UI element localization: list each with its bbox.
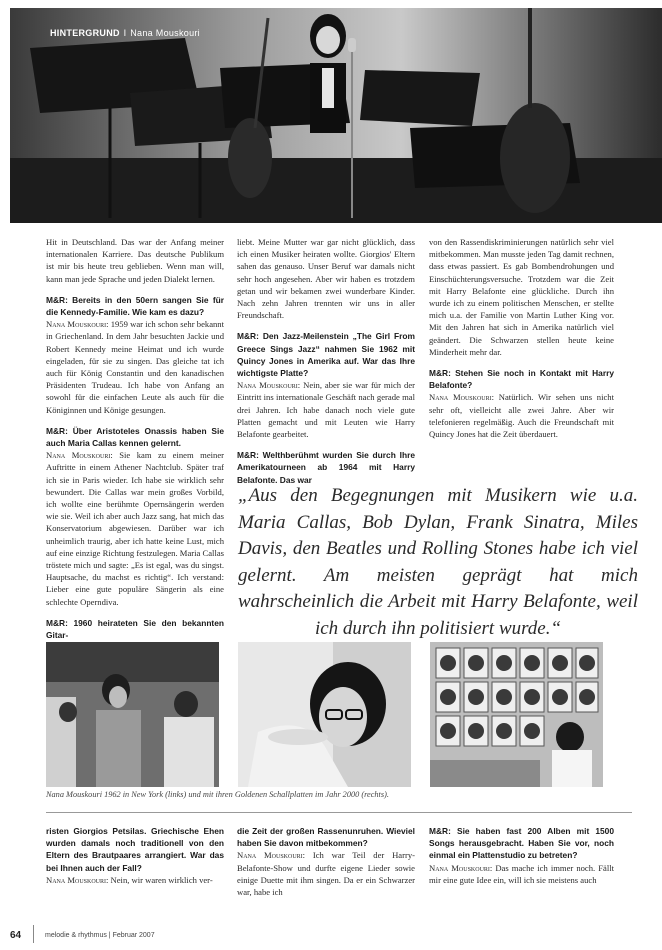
col2-answer-1 [237,379,415,440]
text-column-1 [46,236,224,641]
bottom-column-1 [46,825,224,886]
answer-text: Sie kam zu einem meiner Auftritte in einem Athener Nachtclub. Später traf ich sie in Paris wieder. Ich habe sie wirklich sehr bewundert. Die Callas war mein großes Vorbild, ich wollte eine berühmte Opernsängerin werden wie sie. Weil ich aber auch Jazz sang, hat mich das Konservatorium abgewiesen. Darüber war ich unheimlich traurig, aber ich hatte keine Lust, mich auf eine einzige Richtung festzulegen. Maria Callas tröstete mich und sagte: „Es ist egal, was du singst. Hauptsache, du machst es richtig“. Ich verstand: Lieber eine gute populäre Sängerin als eine schlechte Operndiva. [46,450,224,607]
answer-text: Nein, aber sie war für mich der Eintritt ins internationale Geschäft nach gerade mal drei Jahren. Ich habe danach noch viele gute Platten gemacht und mit Leuten wie Harry Belafonte gearbeitet. [237,380,415,440]
kicker-name: Nana Mouskouri [130,28,200,38]
bottom-col2-answer [237,849,415,898]
answer-text: Das mache ich immer noch. Fällt mir eine gute Idee ein, will ich sie meistens auch [429,862,614,885]
answer-text: Ich war Teil der Harry-Belafonte-Show und durfte eigene Lieder sowie einige Duette mit ihm singen. Da er ein Schwarzer war, habe ich [237,850,415,898]
text-column-3 [429,236,614,449]
bottom-column-3 [429,825,614,886]
col1-question-3: M&R: 1960 heirateten Sie den bekannten Gitar- [46,617,224,641]
answer-text: Nein, wir waren wirklich ver- [108,874,213,885]
magazine-issue: melodie & rhythmus | Februar 2007 [45,932,155,939]
kicker-section: HINTERGRUND [50,28,120,38]
col2-question-1: M&R: Den Jazz-Meilenstein „The Girl From Greece Sings Jazz“ nahmen Sie 1962 mit Quincy Jones in Amerika auf. War das Ihre wichtigste Platte? [237,331,415,379]
photo-1962-new-york [46,642,219,787]
bottom-col3-question: M&R: Sie haben fast 200 Alben mit 1500 Songs herausgebracht. Haben Sie vor, noch einmal ein Plattenstudio zu betreten? [429,826,614,861]
answer-text: 1959 war ich schon sehr bekannt in Griechenland. In dem Jahr besuchten Jackie und Robert Kennedy meine Heimat und ich wurde eingeladen, für sie zu singen. Das gleiche tat ich auch für König Constantin und den kanadischen Präsidenten Trudeau. Ich habe von Anfang an sowohl für die einfachen Leute als auch für die Königinnen und Könige gesungen. [46,319,224,415]
photo-portrait-2000 [238,642,411,787]
hero-photo [10,8,662,223]
bottom-column-2 [237,825,415,898]
col1-question-2: M&R: Über Aristoteles Onassis haben Sie auch Maria Callas kennen gelernt. [46,425,224,449]
speaker-label: Nana Mouskouri: [429,862,493,873]
col3-intro: von den Rassendiskriminierungen natürlich sehr viel mitbekommen. Man musste jeden Tag damit rechnen, dass etwas passiert. Es gab Bombendrohungen und Einschüchterungsversuche. Trotzdem war die Zeit mit Harry Belafonte eine glückliche. Durch ihn wurde ich zu einem politischen Menschen, er stellte mich u.a. der Familie von Martin Luther King vor. Mit den Jahren hat sich in Amerika natürlich viel geändert. Die Schwarzen stellen heute keine Minderheit mehr dar. [429,237,614,357]
speaker-label: Nana Mouskouri: [237,380,301,391]
col1-answer-1 [46,318,224,416]
col3-question-1: M&R: Stehen Sie noch in Kontakt mit Harry Belafonte? [429,368,614,391]
col1-intro: Hit in Deutschland. Das war der Anfang meiner internationalen Karriere. Das deutsche Publikum ist mir bis heute treu geblieben. Wenn man will, kann man jede Sprache und jeden Dialekt lernen. [46,237,224,284]
col2-intro: liebt. Meine Mutter war gar nicht glücklich, dass ich einen Musiker heiraten wollte. Giorgios' Eltern sahen das genauso. Unser Beruf war damals nicht sehr hoch angesehen. Aber wir haben es trotzdem getan und wir bekamen zwei wunderbare Kinder. Nach zehn Jahren trennten wir uns in aller Freundschaft. [237,237,415,321]
bottom-col3-answer [429,862,614,886]
photo-caption: Nana Mouskouri 1962 in New York (links) und mit ihren Goldenen Schallplatten im Jahr 2000 (rechts). [46,790,389,799]
section-kicker [50,28,200,38]
bottom-col1-answer [46,874,224,886]
col2-question-2: M&R: Welthberühmt wurden Sie durch Ihre Amerikatourneen ab 1964 mit Harry Belafonte. Das war [237,450,415,485]
speaker-label: Nana Mouskouri: [46,874,109,885]
col3-answer-1 [429,391,614,440]
footer-divider [33,925,34,943]
text-column-2 [237,236,415,486]
speaker-label: Nana Mouskouri: [237,850,306,861]
speaker-label: Nana Mouskouri: [46,450,113,461]
col1-question-1: M&R: Bereits in den 50ern sangen Sie für die Kennedy-Familie. Wie kam es dazu? [46,294,224,318]
photo-gold-records [430,642,603,787]
pull-quote: „Aus den Begegnungen mit Musikern wie u.a. Maria Callas, Bob Dylan, Frank Sinatra, Miles Davis, den Beatles und Rolling Stones habe ich viel gelernt. Am meisten geprägt hat mich wahrscheinlich die Arbeit mit Harry Belafonte, weil ich durch ihn politisiert wurde.“ [238,485,638,639]
bottom-col2-question: die Zeit der großen Rassenunruhen. Wieviel haben Sie davon mitbekommen? [237,826,415,849]
page-number: 64 [10,930,22,941]
kicker-separator: I [123,28,127,38]
section-divider [46,812,632,813]
speaker-label: Nana Mouskouri: [46,319,109,330]
bottom-col1-question: risten Giorgios Petsilas. Griechische Ehen wurden damals noch traditionell von den Eltern des Brautpaares arrangiert. War das bei Ihnen auch der Fall? [46,826,224,873]
speaker-label: Nana Mouskouri: [429,392,495,403]
col1-answer-2 [46,449,224,608]
answer-text: Natürlich. Wir sehen uns nicht sehr oft, vielleicht alle zwei Jahre. Aber wir telefonieren regelmäßig. Auch die Freundschaft mit Quincy Jones hat die Zeit überdauert. [429,392,614,440]
